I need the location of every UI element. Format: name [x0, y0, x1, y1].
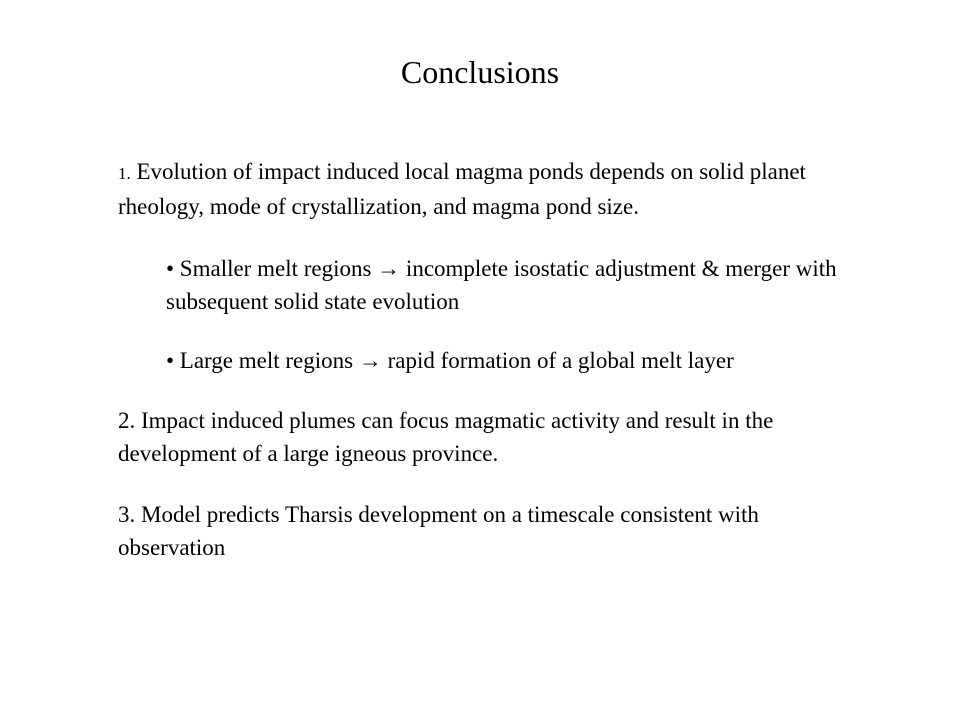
- conclusion-point-3: 3. Model predicts Tharsis development on a timescale consistent with observation: [118, 502, 759, 560]
- conclusion-point-1: [118, 155, 858, 223]
- slide-title: Conclusions: [400, 54, 560, 90]
- point-1-number: 1.: [118, 164, 131, 183]
- sub-bullet-smaller-melt: • Smaller melt regions → incomplete isostatic adjustment & merger with subsequent solid state evolution: [166, 256, 837, 314]
- conclusion-point-2: 2. Impact induced plumes can focus magmatic activity and result in the development of a large igneous province.: [118, 408, 774, 466]
- point-1-text: Evolution of impact induced local magma ponds depends on solid planet rheology, mode of crystallization, and magma pond size.: [118, 159, 806, 219]
- sub-bullet-large-melt: • Large melt regions → rapid formation of a global melt layer: [166, 348, 734, 373]
